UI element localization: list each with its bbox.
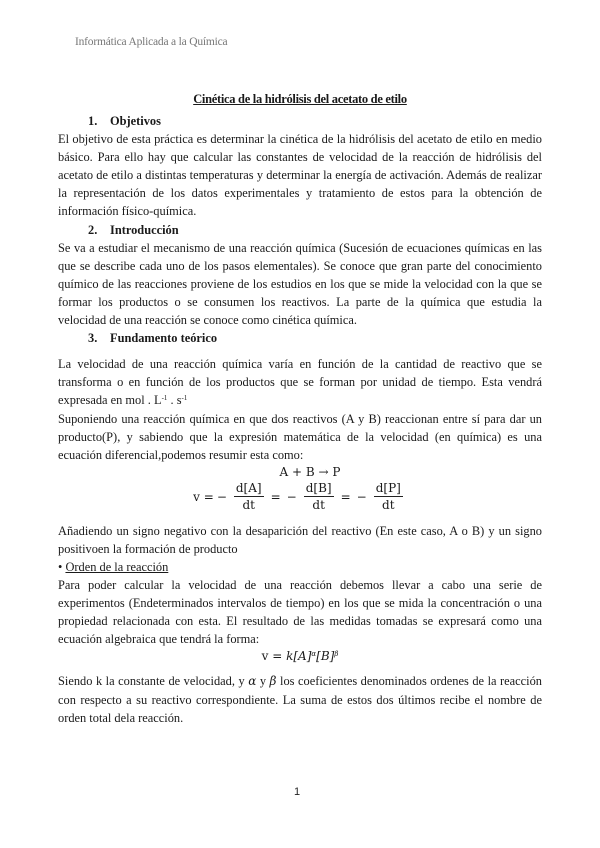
paragraph-introduccion: Se va a estudiar el mecanismo de una reacción química (Sucesión de ecuaciones químicas en las que se describe cada uno de los pasos elementales). Se conoce que gran parte del conocimiento químico de las reacciones proviene de los estudios en los que se mide la velocidad con la que se formar los productos o se consumen los reactivos. La parte de la química que estudia la velocidad de una reacción se conoce como cinética química. [58, 240, 542, 328]
paragraph-objetivos: El objetivo de esta práctica es determinar la cinética de la hidrólisis del acetato de etilo en medio básico. Para ello hay que calcular las constantes de velocidad de la reacción de hidrólisis del acetato de etilo a distintas temperaturas y determinar la energía de activación. Además de realizar la representación de los datos experimentales y tratamiento de estos para la obtención de información físico-química. [58, 132, 542, 219]
paragraph-velocidad: La velocidad de una reacción química varía en función de la cantidad de reactivo que se transforma o en función de los productos que se forman por unidad de tiempo. Esta vendrá expresada en mol . $L^{-1}$ . $s^{-1}$ [58, 357, 542, 408]
rate-equation: v = − $\frac{d[A]}{dt}$ = − $\frac{d[B]}{dt}$ = − $\frac{d[P]}{dt}$ [193, 481, 401, 513]
fraction-dB-dt: $\frac{d[B]}{dt}$ [305, 481, 332, 513]
reaction-equation: A + B → P [279, 464, 341, 479]
section-heading-introduccion: 2. Introducción [88, 222, 179, 237]
paragraph-siendo-k: Siendo k la constante de velocidad, y α y β los coeficientes denominados ordenes de la reacción con respecto a su reactivo correspondiente. La suma de estos dos últimos recibe el nombre de orden total dela reacción. [58, 674, 542, 725]
document-body [58, 110, 542, 727]
paragraph-suponiendo: Suponiendo una reacción química en que dos reactivos (A y B) reaccionan entre sí para dar un producto(P), y sabiendo que la expresión matemática de la velocidad (en química) es una ecuación diferencial,podemos resumir esta como: [58, 411, 542, 462]
section-heading-fundamento: 3. Fundamento teórico [88, 331, 218, 346]
subsection-orden: • Orden de la reacción [58, 559, 169, 574]
fraction-dA-dt: $\frac{d[A]}{dt}$ [235, 481, 262, 513]
running-header: Informática Aplicada a la Química [75, 36, 228, 48]
document-title: Cinética de la hidrólisis del acetato de etilo [193, 92, 407, 106]
section-heading-objetivos: 1. Objetivos [88, 114, 161, 128]
rate-law-equation: $v = k[A]^\alpha[B]^\beta$ [261, 649, 339, 664]
bullet-icon: • [58, 559, 63, 574]
fraction-dP-dt: $\frac{d[P]}{dt}$ [375, 481, 401, 513]
paragraph-experimentos: Para poder calcular la velocidad de una reacción debemos llevar a cabo una serie de experimentos (Endeterminados intervalos de tiempo) en los que se mida la concentración o una propiedad relacionada con esta. El resultado de las medidas tomadas se expresará como una ecuación algebraica que tendrá la forma: [58, 578, 542, 647]
paragraph-signo: Añadiendo un signo negativo con la desaparición del reactivo (En este caso, A o B) y un signo positivoen la formación de producto [58, 523, 542, 556]
page-number: 1 [294, 786, 301, 798]
